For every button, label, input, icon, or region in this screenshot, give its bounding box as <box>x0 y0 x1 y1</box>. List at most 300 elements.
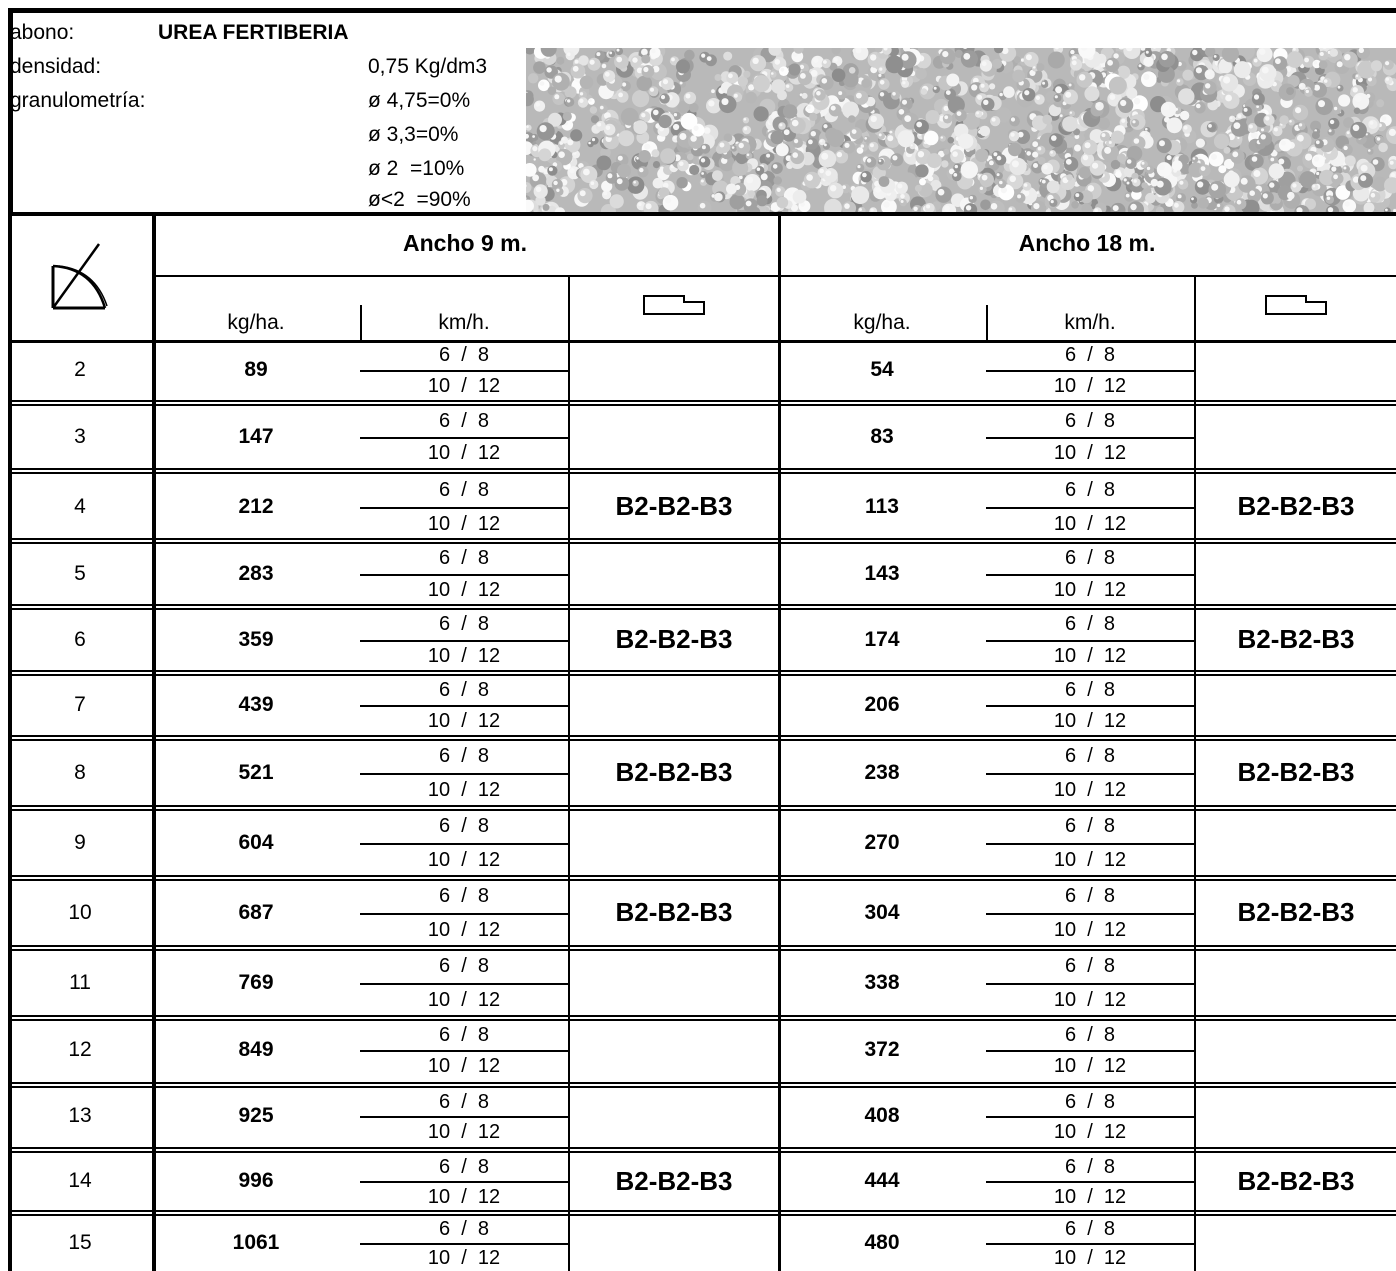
granule <box>745 92 757 104</box>
granule-highlight <box>579 99 583 103</box>
granule <box>765 152 775 162</box>
granule <box>1385 76 1393 84</box>
granule-highlight <box>938 189 945 196</box>
speed-18m-top: 6 / 8 <box>1064 1090 1116 1113</box>
granule <box>814 89 825 100</box>
granule-highlight <box>1234 122 1241 129</box>
granule-highlight <box>875 187 881 193</box>
granule-highlight <box>1032 141 1038 147</box>
granule <box>699 156 710 167</box>
granule-highlight <box>1361 165 1368 172</box>
granule <box>1354 108 1361 115</box>
speed-9m-top: 6 / 8 <box>438 1024 490 1046</box>
speed-18m-top: 6 / 8 <box>1064 613 1116 636</box>
granule-highlight <box>1232 151 1238 157</box>
granule-highlight <box>858 148 861 151</box>
granule-highlight <box>1330 120 1334 124</box>
granule-highlight <box>1389 129 1396 136</box>
granule <box>534 101 545 112</box>
granule <box>975 149 988 162</box>
granule <box>1194 102 1205 113</box>
granule <box>610 194 624 208</box>
speed-9m-top: 6 / 8 <box>438 885 490 908</box>
granule-highlight <box>607 173 612 178</box>
speed-9m-top: 6 / 8 <box>438 613 490 636</box>
abono-value: UREA FERTIBERIA <box>158 21 349 44</box>
granule-highlight <box>554 94 559 99</box>
speed-9m-bottom: 10 / 12 <box>427 848 501 871</box>
granule-highlight <box>1230 117 1233 120</box>
granule-highlight <box>671 58 675 62</box>
granule <box>891 91 900 100</box>
granule-highlight <box>1262 67 1269 74</box>
granule <box>689 165 699 175</box>
granule-highlight <box>1288 193 1291 196</box>
row-divider <box>8 670 1396 672</box>
speed-18m-top: 6 / 8 <box>1064 478 1116 501</box>
granule <box>1291 182 1302 193</box>
granule-highlight <box>1104 147 1111 154</box>
granule <box>868 142 878 152</box>
granule-highlight <box>1261 134 1266 139</box>
granule <box>1115 171 1122 178</box>
granule <box>744 174 761 191</box>
granule <box>1049 199 1057 207</box>
granule <box>1293 105 1309 121</box>
granule-highlight <box>823 124 827 128</box>
granule <box>726 72 738 84</box>
granule <box>563 112 572 121</box>
granule-highlight <box>605 72 610 77</box>
granule-highlight <box>963 164 970 171</box>
granule <box>863 136 870 143</box>
granule <box>783 104 797 118</box>
granule-highlight <box>1206 71 1210 75</box>
granule-highlight <box>1127 182 1130 185</box>
granule <box>1145 50 1153 58</box>
vane-setting-18m: B2-B2-B3 <box>1237 624 1355 654</box>
granule-highlight <box>641 49 648 56</box>
granule <box>1352 93 1369 110</box>
granule-highlight <box>1109 141 1112 144</box>
granule-highlight <box>822 78 828 84</box>
granule <box>927 153 942 168</box>
granule-highlight <box>1197 181 1203 187</box>
granule-highlight <box>1338 86 1341 89</box>
granule <box>1145 193 1156 204</box>
granule <box>1049 133 1063 147</box>
granule <box>868 113 884 129</box>
granule-highlight <box>1345 201 1350 206</box>
rate-18m-header: kg/ha. <box>853 311 911 334</box>
granule <box>1342 165 1350 173</box>
granule <box>717 141 730 154</box>
granule-highlight <box>556 189 559 192</box>
granule-highlight <box>831 106 836 111</box>
granule <box>1297 166 1303 172</box>
granule-highlight <box>1134 179 1137 182</box>
granule-highlight <box>1113 53 1118 58</box>
granule <box>1242 106 1252 116</box>
granule-highlight <box>1184 126 1188 130</box>
granule <box>1224 172 1240 188</box>
granule <box>1003 86 1015 98</box>
granule <box>941 160 948 167</box>
granule <box>1125 158 1136 169</box>
granule <box>750 55 766 71</box>
granule <box>1272 126 1282 136</box>
speed-9m-header: km/h. <box>438 311 490 334</box>
granule-highlight <box>553 181 557 185</box>
granule-highlight <box>1237 137 1239 139</box>
granule <box>715 74 722 81</box>
granule <box>1231 120 1248 137</box>
granule <box>1077 72 1093 88</box>
granule <box>684 50 695 61</box>
granule <box>981 98 994 111</box>
granule-highlight <box>771 72 774 75</box>
granule-highlight <box>1065 92 1071 98</box>
granule-highlight <box>1083 155 1088 160</box>
granule-highlight <box>679 161 684 166</box>
granule-highlight <box>1385 209 1388 212</box>
granule-highlight <box>1313 185 1316 188</box>
granule-highlight <box>820 140 823 143</box>
granule <box>829 104 842 117</box>
densidad-label: densidad: <box>10 55 102 78</box>
granule <box>958 133 973 148</box>
granule-highlight <box>880 92 884 96</box>
speed-9m-bottom: 10 / 12 <box>427 578 501 601</box>
granule <box>1141 71 1157 87</box>
granule-highlight <box>1292 183 1296 187</box>
granule-highlight <box>811 131 816 136</box>
granule <box>910 143 916 149</box>
granule-highlight <box>1070 50 1074 54</box>
granule-highlight <box>1373 159 1379 165</box>
granule <box>1146 165 1155 174</box>
granule <box>802 93 808 99</box>
granule-highlight <box>819 169 824 174</box>
rate-9m-value: 359 <box>238 627 274 651</box>
granule-highlight <box>674 113 677 116</box>
granule <box>989 83 995 89</box>
granule-highlight <box>701 158 705 162</box>
granule-highlight <box>719 143 724 148</box>
granule-highlight <box>1333 174 1338 179</box>
granule <box>1263 115 1274 126</box>
granule-highlight <box>1050 151 1053 154</box>
vane-position-icon <box>570 283 778 327</box>
granule <box>1012 70 1025 83</box>
granule <box>843 141 856 154</box>
speed-9m-bottom: 10 / 12 <box>427 442 501 465</box>
granule <box>604 124 616 136</box>
granule-highlight <box>1249 190 1255 196</box>
granule-highlight <box>616 57 622 63</box>
granule <box>950 149 964 163</box>
granule <box>1157 138 1172 153</box>
granule-highlight <box>989 161 994 166</box>
granule <box>915 68 927 80</box>
granule-highlight <box>1261 128 1264 131</box>
vane-setting-18m: B2-B2-B3 <box>1237 757 1355 787</box>
granule-highlight <box>1208 124 1212 128</box>
granule <box>571 64 586 79</box>
granule <box>914 119 929 134</box>
granule <box>1269 163 1285 179</box>
granule-highlight <box>1223 76 1230 83</box>
granule <box>1151 179 1159 187</box>
granule <box>1084 86 1099 101</box>
granule-highlight <box>1299 123 1302 126</box>
granule <box>705 54 717 66</box>
granule-highlight <box>569 168 574 173</box>
granule-highlight <box>902 54 909 61</box>
granule <box>742 126 751 135</box>
granule-highlight <box>1145 128 1148 131</box>
granule <box>1108 140 1115 147</box>
granule <box>979 82 989 92</box>
granule-highlight <box>808 140 813 145</box>
granule-highlight <box>701 180 704 183</box>
granule <box>857 147 864 154</box>
granule-highlight <box>526 125 529 128</box>
granule <box>1376 99 1384 107</box>
granule-highlight <box>942 51 948 57</box>
speed-9m-top: 6 / 8 <box>438 815 490 838</box>
granule <box>677 160 689 172</box>
granule-highlight <box>679 133 686 140</box>
granule <box>555 187 564 196</box>
granule-highlight <box>837 152 842 157</box>
granule-highlight <box>618 93 623 98</box>
granule <box>1036 63 1044 71</box>
granule <box>940 49 956 65</box>
vane-position-icon <box>1196 283 1396 327</box>
granule-highlight <box>993 152 997 156</box>
granule-highlight <box>926 205 930 209</box>
rate-18m-value: 338 <box>864 970 900 994</box>
speed-18m-bottom: 10 / 12 <box>1053 513 1127 536</box>
granulometria-label: granulometría: <box>10 89 146 112</box>
granule-highlight <box>1377 137 1381 141</box>
granule <box>926 110 940 124</box>
granule <box>754 106 769 121</box>
granule <box>885 56 903 74</box>
granule <box>822 59 831 68</box>
granule <box>890 153 903 166</box>
granule-highlight <box>701 172 704 175</box>
rate-18m-value: 408 <box>864 1104 900 1127</box>
granule <box>861 79 870 88</box>
speed-9m-bottom: 10 / 12 <box>427 1185 501 1208</box>
granule-highlight <box>883 201 889 207</box>
granule-highlight <box>1132 120 1135 123</box>
granule <box>615 176 630 191</box>
granule <box>961 161 978 178</box>
granule-highlight <box>794 139 798 143</box>
angle-value: 9 <box>74 830 86 854</box>
granule <box>676 60 690 74</box>
granule-highlight <box>904 115 911 122</box>
angle-value: 10 <box>68 900 92 924</box>
granule <box>1230 149 1244 163</box>
granule-highlight <box>534 158 536 160</box>
granule <box>770 131 784 145</box>
granule-highlight <box>641 113 645 117</box>
granule <box>832 68 846 82</box>
granule-highlight <box>1159 140 1165 146</box>
granule <box>556 57 564 65</box>
granule-highlight <box>857 165 860 168</box>
speed-9m-top: 6 / 8 <box>438 344 490 366</box>
granule <box>723 52 732 61</box>
granule <box>578 97 588 107</box>
granule-highlight <box>1055 95 1058 98</box>
granule-highlight <box>773 164 778 169</box>
granule <box>1368 120 1377 129</box>
granule-highlight <box>617 178 623 184</box>
speed-18m-bottom: 10 / 12 <box>1053 918 1127 941</box>
granule-highlight <box>1159 164 1165 170</box>
granule <box>1141 182 1147 188</box>
granule <box>879 176 890 187</box>
granule <box>1330 49 1338 57</box>
granule <box>935 187 951 203</box>
granule <box>653 178 664 189</box>
granule-highlight <box>1066 159 1072 165</box>
granule-highlight <box>651 49 655 53</box>
speed-9m-bottom: 10 / 12 <box>427 710 501 732</box>
granule <box>687 154 694 161</box>
granule-highlight <box>897 184 902 189</box>
speed-18m-top: 6 / 8 <box>1064 745 1116 768</box>
granule-highlight <box>766 154 770 158</box>
granule <box>748 190 755 197</box>
granule <box>1216 203 1224 211</box>
granule <box>1066 174 1072 180</box>
speed-9m-bottom: 10 / 12 <box>427 513 501 536</box>
granule <box>533 157 539 163</box>
granule-highlight <box>944 206 950 212</box>
granule-highlight <box>880 80 885 85</box>
granule <box>641 55 650 64</box>
granule <box>1342 52 1358 68</box>
granule-highlight <box>1263 193 1268 198</box>
granule-highlight <box>567 99 570 102</box>
granule <box>776 143 789 156</box>
granule <box>1234 61 1251 78</box>
granule-highlight <box>702 145 706 149</box>
granule <box>538 148 551 161</box>
granule-highlight <box>1334 107 1337 110</box>
granule <box>946 74 959 87</box>
granule-highlight <box>1024 183 1028 187</box>
granule-highlight <box>1295 107 1301 113</box>
granule <box>1176 78 1184 86</box>
granule <box>968 195 976 203</box>
granule <box>547 166 557 176</box>
granule-highlight <box>823 60 827 64</box>
speed-18m-bottom: 10 / 12 <box>1053 375 1127 397</box>
granule <box>1064 157 1079 172</box>
vane-setting-18m: B2-B2-B3 <box>1237 1165 1355 1196</box>
granule-highlight <box>856 93 862 99</box>
granule-highlight <box>892 92 896 96</box>
granule <box>1279 115 1288 124</box>
granule-highlight <box>596 52 600 56</box>
granule <box>790 150 804 164</box>
granule <box>1095 102 1104 111</box>
granule-highlight <box>997 156 1002 161</box>
granule-highlight <box>583 169 590 176</box>
granule <box>832 48 841 55</box>
granule-highlight <box>1167 155 1172 160</box>
granule-highlight <box>1126 194 1130 198</box>
granule-highlight <box>1134 98 1141 105</box>
granule-highlight <box>722 98 729 105</box>
speed-18m-bottom: 10 / 12 <box>1053 1055 1127 1077</box>
vane-setting-18m: B2-B2-B3 <box>1237 897 1355 927</box>
granule <box>1220 74 1238 92</box>
speed-18m-header: km/h. <box>1064 311 1116 334</box>
granule-highlight <box>859 208 862 211</box>
granule-highlight <box>977 95 982 100</box>
granule-highlight <box>1110 94 1116 100</box>
granule-highlight <box>1121 119 1125 123</box>
speed-18m-bottom: 10 / 12 <box>1053 710 1127 732</box>
granule-highlight <box>590 60 595 65</box>
granule-highlight <box>792 152 798 158</box>
rate-18m-value: 270 <box>864 830 900 854</box>
granule-highlight <box>1011 133 1015 137</box>
granule-highlight <box>1274 128 1278 132</box>
granule-highlight <box>844 203 850 209</box>
granule-highlight <box>901 200 904 203</box>
speed-18m-top: 6 / 8 <box>1064 1024 1116 1046</box>
granule <box>658 115 671 128</box>
granule-highlight <box>980 187 983 190</box>
granule-highlight <box>813 58 818 63</box>
granule <box>1167 117 1183 133</box>
granule <box>1384 60 1394 70</box>
granule-highlight <box>1113 205 1119 211</box>
granule <box>915 164 928 177</box>
granule-highlight <box>1079 74 1085 80</box>
granule <box>998 179 1007 188</box>
granule-highlight <box>792 120 799 127</box>
granule-highlight <box>573 66 579 72</box>
granule-highlight <box>1265 116 1269 120</box>
granule <box>1288 119 1294 125</box>
speed-18m-top: 6 / 8 <box>1064 679 1116 701</box>
granule-highlight <box>879 160 882 163</box>
granule-highlight <box>739 143 744 148</box>
granule-highlight <box>708 100 714 106</box>
rate-9m-value: 1061 <box>232 1231 280 1254</box>
granule <box>1315 98 1333 116</box>
granule <box>1337 85 1344 92</box>
granule <box>806 138 818 150</box>
granule <box>651 149 659 157</box>
granule <box>1042 115 1052 125</box>
granule-highlight <box>700 203 706 209</box>
granule <box>1213 54 1220 61</box>
granule-highlight <box>838 91 842 95</box>
granule-highlight <box>617 49 620 52</box>
granule-highlight <box>567 52 571 56</box>
